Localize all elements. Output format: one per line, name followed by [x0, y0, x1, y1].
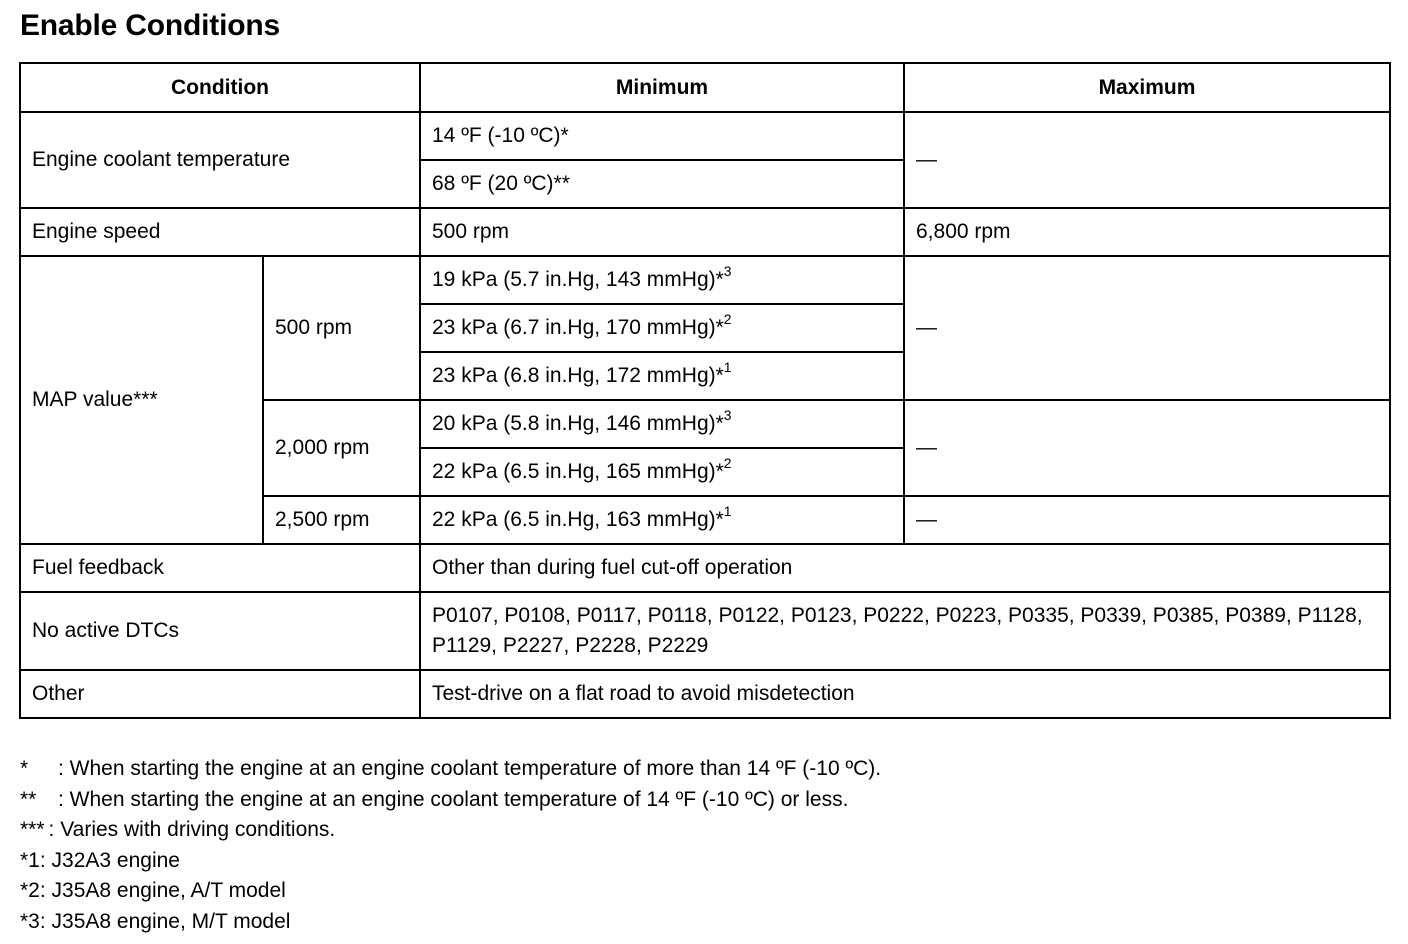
- footnote-text: : J35A8 engine, A/T model: [39, 879, 286, 902]
- fuel-value: Other than during fuel cut-off operation: [420, 544, 1390, 592]
- footnote-text: : When starting the engine at an engine coolant temperature of more than 14 ºF (-10 ºC).: [58, 757, 882, 780]
- footnote: [20, 815, 881, 846]
- map-label: MAP value***: [20, 256, 263, 544]
- header-condition: Condition: [20, 63, 420, 112]
- footnote-ref: 1: [723, 359, 732, 375]
- footnote-ref: 1: [723, 503, 732, 519]
- footnote-text: : When starting the engine at an engine coolant temperature of 14 ºF (-10 ºC) or less.: [58, 787, 849, 811]
- footnote-text: : Varies with driving conditions.: [48, 818, 336, 841]
- other-value: Test-drive on a flat road to avoid misdetection: [420, 670, 1390, 718]
- table-row: [20, 112, 1390, 160]
- speed-min: 500 rpm: [420, 208, 904, 256]
- footnote-mark: *: [20, 757, 29, 780]
- map-rpm-2500-label: 2,500 rpm: [263, 496, 420, 544]
- map-value-text: 22 kPa (6.5 in.Hg, 165 mmHg)*: [432, 460, 724, 483]
- coolant-min-1: 14 ºF (-10 ºC)*: [420, 112, 904, 160]
- footnote: [20, 876, 881, 907]
- map-2000-min-1: [420, 400, 904, 448]
- map-rpm-500-label: 500 rpm: [263, 256, 420, 400]
- header-maximum: Maximum: [904, 63, 1390, 112]
- header-minimum: Minimum: [420, 63, 904, 112]
- map-value-text: 20 kPa (5.8 in.Hg, 146 mmHg)*: [432, 412, 724, 435]
- dtc-value: P0107, P0108, P0117, P0118, P0122, P0123, P0222, P0223, P0335, P0339, P0385, P0389, P1128, P1129, P2227, P2228, P2229: [420, 592, 1390, 670]
- map-2000-max: —: [904, 400, 1390, 496]
- table-row: [20, 670, 1390, 718]
- footnote-mark: *1: [20, 848, 40, 872]
- footnote-ref: 2: [723, 311, 732, 327]
- footnote: [20, 846, 881, 877]
- footnote: [20, 907, 881, 938]
- map-value-text: 19 kPa (5.7 in.Hg, 143 mmHg)*: [432, 268, 724, 291]
- fuel-label: Fuel feedback: [20, 544, 420, 592]
- footnote-mark: *2: [20, 879, 40, 902]
- map-500-min-2: [420, 304, 904, 352]
- speed-label: Engine speed: [20, 208, 420, 256]
- footnote-mark: **: [20, 787, 37, 811]
- table-header-row: [20, 63, 1390, 112]
- table-row: [20, 544, 1390, 592]
- map-rpm-2000-label: 2,000 rpm: [263, 400, 420, 496]
- page-title: Enable Conditions: [20, 9, 280, 42]
- coolant-max: —: [904, 112, 1390, 208]
- coolant-min-2: 68 ºF (20 ºC)**: [420, 160, 904, 208]
- table-row: [20, 208, 1390, 256]
- map-value-text: 22 kPa (6.5 in.Hg, 163 mmHg)*: [432, 508, 724, 531]
- map-2000-min-2: [420, 448, 904, 496]
- footnote: [20, 754, 881, 785]
- map-500-min-1: [420, 256, 904, 304]
- map-500-max: —: [904, 256, 1390, 400]
- footnote-text: : J35A8 engine, M/T model: [39, 909, 291, 933]
- table-row: [20, 256, 1390, 304]
- map-2500-min-1: [420, 496, 904, 544]
- enable-conditions-table: [19, 62, 1391, 719]
- map-2500-max: —: [904, 496, 1390, 544]
- map-value-text: 23 kPa (6.8 in.Hg, 172 mmHg)*: [432, 364, 724, 387]
- table-row: [20, 592, 1390, 670]
- footnote-ref: 3: [723, 263, 732, 279]
- footnote: [20, 785, 881, 816]
- footnote-ref: 3: [723, 407, 732, 423]
- footnote-text: : J32A3 engine: [39, 848, 180, 872]
- footnotes: [20, 754, 881, 937]
- map-value-text: 23 kPa (6.7 in.Hg, 170 mmHg)*: [432, 316, 724, 339]
- other-label: Other: [20, 670, 420, 718]
- footnote-mark: *3: [20, 909, 40, 933]
- footnote-mark: ***: [20, 818, 45, 841]
- footnote-ref: 2: [723, 455, 732, 471]
- map-500-min-3: [420, 352, 904, 400]
- dtc-label: No active DTCs: [20, 592, 420, 670]
- speed-max: 6,800 rpm: [904, 208, 1390, 256]
- coolant-label: Engine coolant temperature: [20, 112, 420, 208]
